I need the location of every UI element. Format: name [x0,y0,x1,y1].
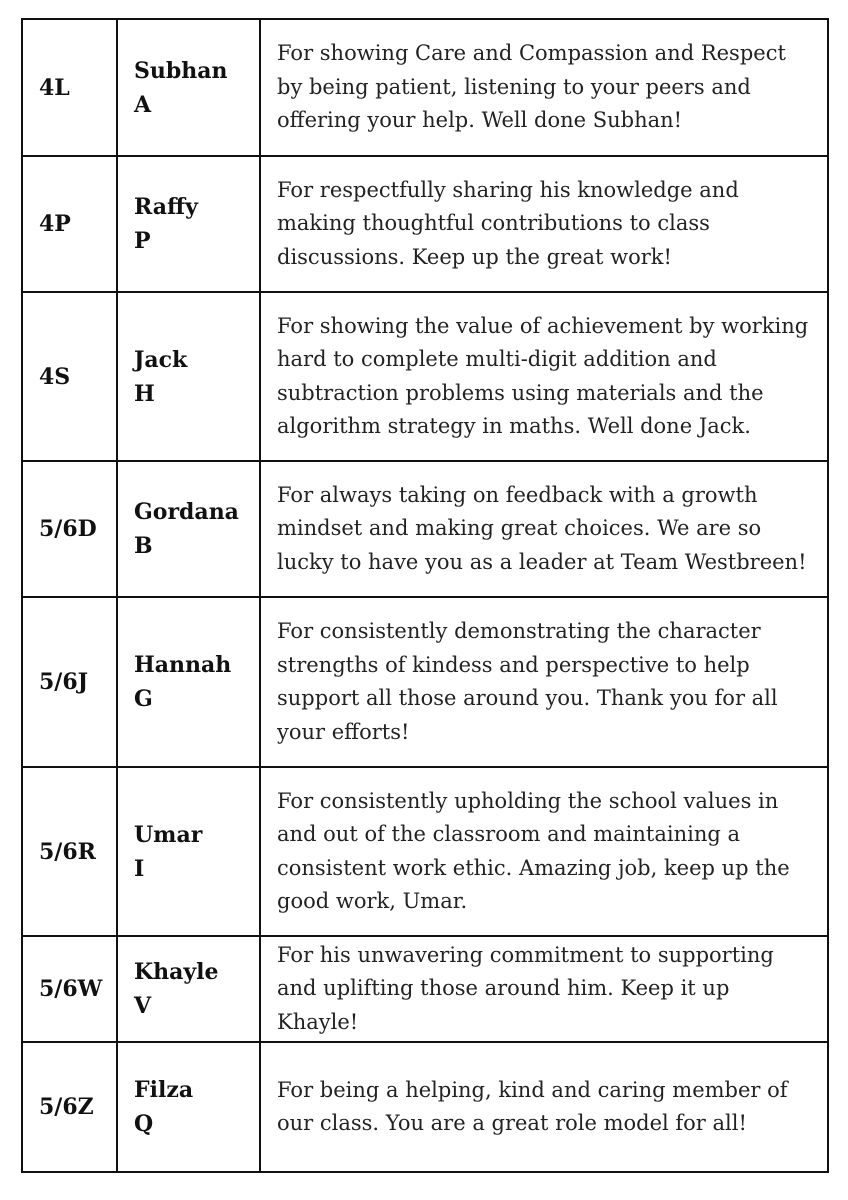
class-cell: 5/6J [22,597,117,767]
comment-cell: For consistently upholding the school values in and out of the classroom and maintaining a consistent work ethic. Amazing job, keep up the good work, Umar. [260,767,828,936]
table-row [22,19,828,156]
student-initial: Q [134,1111,154,1137]
student-name-cell [117,292,260,461]
class-cell: 5/6D [22,461,117,597]
student-first-name: Filza [134,1077,194,1103]
table-row [22,1042,828,1172]
comment-cell: For respectfully sharing his knowledge and making thoughtful contributions to class discussions. Keep up the great work! [260,156,828,292]
comment-cell: For his unwavering commitment to supporting and uplifting those around him. Keep it up Khayle! [260,936,828,1042]
student-first-name: Jack [134,346,188,373]
student-name-cell [117,597,260,767]
table-row [22,936,828,1042]
student-initial: B [134,533,153,559]
student-name-cell [117,19,260,156]
student-first-name: Gordana [134,499,239,525]
student-first-name: Subhan [134,57,228,84]
class-cell: 5/6R [22,767,117,936]
class-cell: 4L [22,19,117,156]
comment-cell: For being a helping, kind and caring member of our class. You are a great role model for all! [260,1042,828,1172]
student-name-cell [117,767,260,936]
comment-cell: For showing Care and Compassion and Respect by being patient, listening to your peers and offering your help. Well done Subhan! [260,19,828,156]
student-first-name: Raffy [134,194,198,220]
student-first-name: Hannah [134,652,232,678]
student-first-name: Khayle [134,959,219,985]
table-row [22,461,828,597]
comment-cell: For showing the value of achievement by working hard to complete multi-digit addition and subtraction problems using materials and the algorithm strategy in maths. Well done Jack. [260,292,828,461]
table-row [22,597,828,767]
class-cell: 4P [22,156,117,292]
class-cell: 5/6Z [22,1042,117,1172]
table-row [22,292,828,461]
student-name-cell [117,936,260,1042]
awards-table [21,18,829,1173]
student-first-name: Umar [134,821,203,848]
class-cell: 4S [22,292,117,461]
table-row [22,156,828,292]
student-initial: H [134,380,155,407]
class-cell: 5/6W [22,936,117,1042]
comment-cell: For consistently demonstrating the character strengths of kindess and perspective to help support all those around you. Thank you for all your efforts! [260,597,828,767]
student-initial: V [134,993,152,1019]
student-name-cell [117,461,260,597]
table-row [22,767,828,936]
student-initial: A [134,91,152,118]
student-initial: P [134,228,151,254]
student-initial: I [134,855,145,882]
student-initial: G [134,686,153,712]
student-name-cell [117,156,260,292]
comment-cell: For always taking on feedback with a growth mindset and making great choices. We are so lucky to have you as a leader at Team Westbreen! [260,461,828,597]
student-name-cell [117,1042,260,1172]
